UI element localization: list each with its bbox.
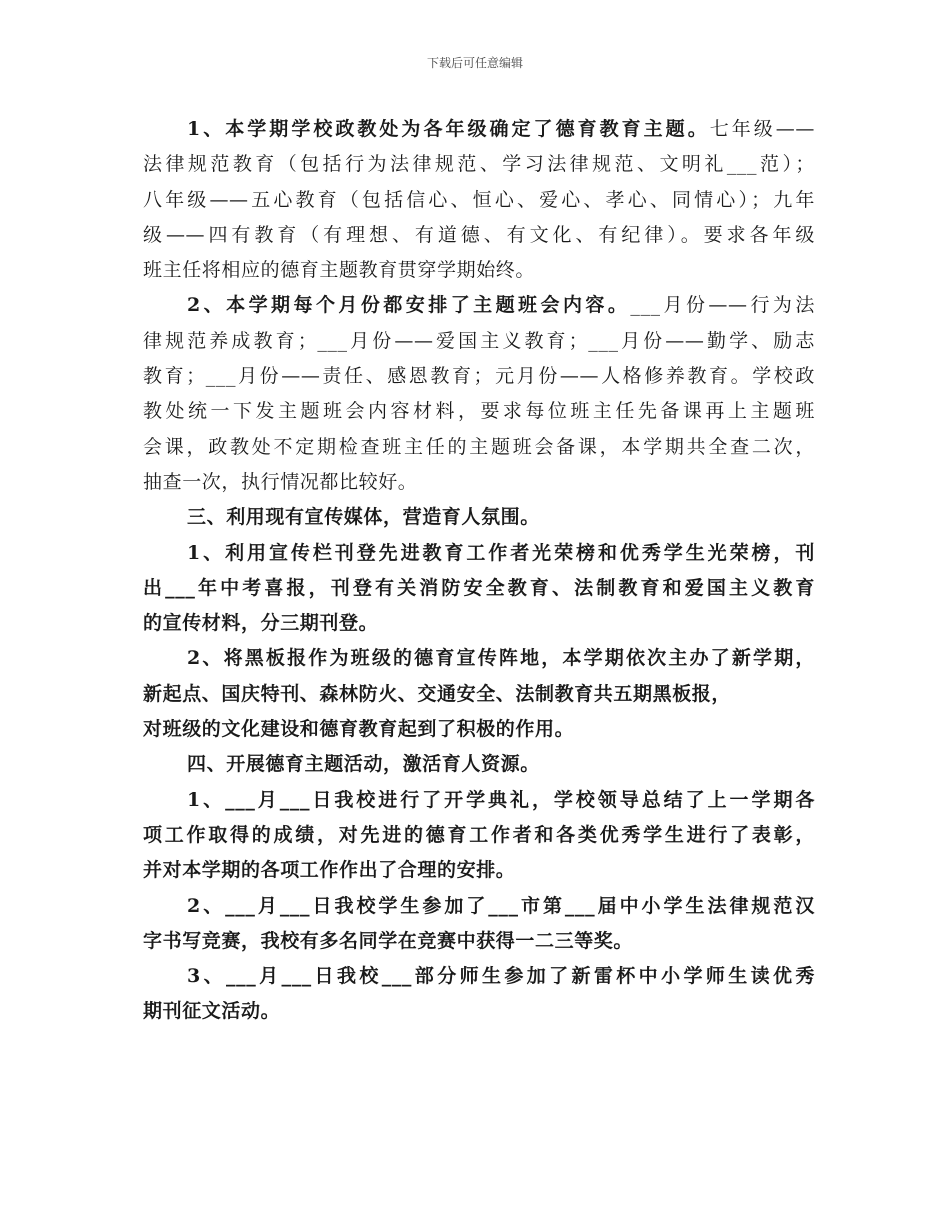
- paragraph-line: 出___年中考喜报，刊登有关消防安全教育、法制教育和爱国主义教育: [143, 576, 815, 599]
- paragraph-line: 级——四有教育（有理想、有道德、有文化、有纪律）。要求各年级: [143, 223, 815, 246]
- paragraph-line: 字书写竞赛，我校有多名同学在竞赛中获得一二三等奖。: [143, 929, 634, 952]
- paragraph-line: 教处统一下发主题班会内容材料，要求每位班主任先备课再上主题班: [143, 400, 815, 423]
- paragraph-line: 1、利用宣传栏刊登先进教育工作者光荣榜和优秀学生光荣榜，刊: [187, 541, 815, 564]
- paragraph-moral-themes: [143, 112, 815, 288]
- paragraph-line: 律规范养成教育；___月份——爱国主义教育；___月份——勤学、励志: [143, 329, 815, 352]
- paragraph-calligraphy-contest: [143, 889, 815, 960]
- paragraph-line: 对班级的文化建设和德育教育起到了积极的作用。: [143, 718, 575, 741]
- paragraph-bulletin-board: [143, 536, 815, 642]
- paragraph-lead: 1、本学期学校政教处为各年级确定了德育教育主题。: [187, 118, 710, 140]
- paragraph-line: 八年级——五心教育（包括信心、恒心、爱心、孝心、同情心）；九年: [143, 188, 815, 211]
- page-header: 下载后可任意编辑: [426, 56, 523, 70]
- paragraph-blackboard: [143, 641, 815, 747]
- section-heading-activities: [143, 747, 815, 782]
- paragraph-line: 并对本学期的各项工作作出了合理的安排。: [143, 859, 516, 882]
- paragraph-opening-ceremony: [143, 783, 815, 889]
- paragraph-lead: 2、本学期每个月份都安排了主题班会内容。: [187, 294, 631, 317]
- paragraph-line: 1、___月___日我校进行了开学典礼，学校领导总结了上一学期各: [187, 788, 815, 811]
- paragraph-line: 2、将黑板报作为班级的德育宣传阵地，本学期依次主办了新学期，: [187, 647, 815, 670]
- heading-text: 四、开展德育主题活动，激活育人资源。: [187, 753, 540, 776]
- document-body: [143, 112, 815, 1030]
- paragraph-line: 期刊征文活动。: [143, 1000, 281, 1023]
- section-heading-media: [143, 500, 815, 535]
- paragraph-line: 3、___月___日我校___部分师生参加了新雷杯中小学师生读优秀: [187, 965, 815, 988]
- paragraph-line: 的宣传材料，分三期刊登。: [143, 612, 379, 635]
- paragraph-line: 班主任将相应的德育主题教育贯穿学期始终。: [143, 259, 536, 282]
- paragraph-essay-contest: [143, 959, 815, 1030]
- paragraph-line: 法律规范教育（包括行为法律规范、学习法律规范、文明礼___范）；: [143, 153, 815, 176]
- paragraph-line: 抽查一次，执行情况都比较好。: [143, 470, 418, 493]
- paragraph-line: 2、本学期每个月份都安排了主题班会内容。___月份——行为法: [187, 294, 815, 317]
- paragraph-line: 会课，政教处不定期检查班主任的主题班会备课，本学期共全查二次，: [143, 435, 815, 458]
- paragraph-line: 新起点、国庆特刊、森林防火、交通安全、法制教育共五期黑板报，: [143, 682, 732, 705]
- paragraph-line: 1、本学期学校政教处为各年级确定了德育教育主题。七年级——: [187, 118, 815, 140]
- paragraph-class-meetings: [143, 288, 815, 500]
- paragraph-line: 教育；___月份——责任、感恩教育；元月份——人格修养教育。学校政: [143, 365, 815, 388]
- heading-text: 三、利用现有宣传媒体，营造育人氛围。: [187, 506, 540, 529]
- paragraph-line: 项工作取得的成绩，对先进的德育工作者和各类优秀学生进行了表彰，: [143, 823, 815, 846]
- paragraph-line: 2、___月___日我校学生参加了___市第___届中小学生法律规范汉: [187, 894, 815, 917]
